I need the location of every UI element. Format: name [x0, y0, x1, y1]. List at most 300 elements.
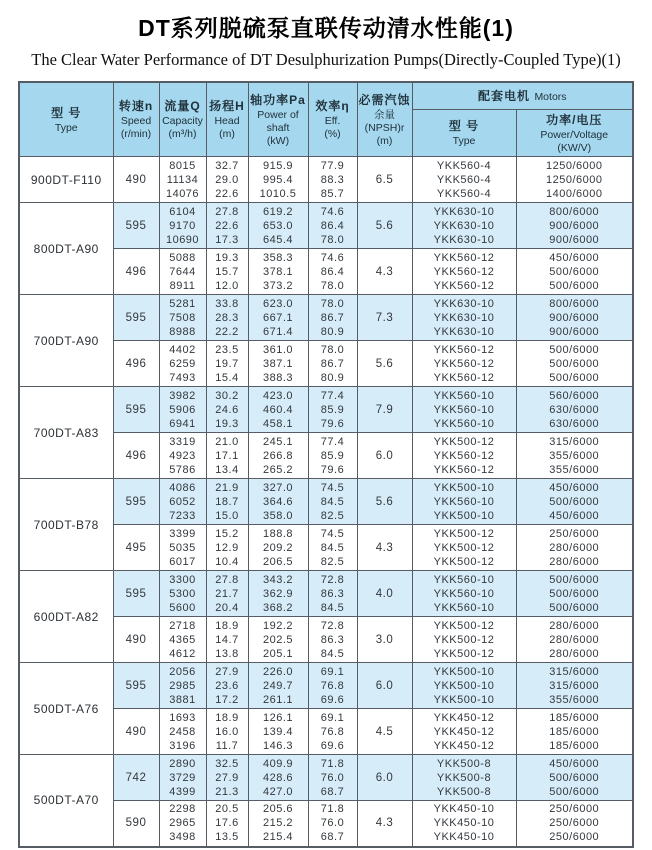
cell-value: 6052 — [169, 495, 196, 508]
cell-value: 6259 — [169, 357, 196, 370]
npsh-cell — [357, 203, 412, 249]
cell-value: 202.5 — [262, 633, 294, 646]
head-cell — [206, 479, 248, 525]
cell-value: 5.6 — [375, 357, 394, 370]
cell-value: 1250/6000 — [546, 173, 603, 186]
cell-value: 21.9 — [215, 481, 239, 494]
efficiency-cell — [308, 157, 357, 203]
cell-value: YKK450-10 — [433, 803, 495, 816]
header-line: 转速n — [118, 99, 154, 113]
cell-value: 3498 — [169, 831, 196, 844]
cell-value: 78.0 — [320, 279, 345, 292]
cell-value: 490 — [125, 725, 147, 738]
table-row — [19, 203, 633, 249]
cell-value: 490 — [125, 173, 147, 186]
cell-value: 6.5 — [375, 173, 394, 186]
cell-value: 4923 — [169, 449, 196, 462]
cell-value: 387.1 — [262, 357, 294, 370]
cell-value: 496 — [125, 265, 147, 278]
cell-value: YKK560-10 — [433, 587, 495, 600]
cell-value: 16.0 — [215, 725, 239, 738]
cell-value: YKK500-12 — [433, 541, 495, 554]
cell-value: 30.2 — [215, 389, 239, 402]
cell-value: YKK560-10 — [433, 495, 495, 508]
capacity-cell — [159, 525, 206, 571]
efficiency-cell — [308, 203, 357, 249]
header-motors-label-en: Motors — [534, 91, 567, 103]
pump-type-cell: 700DT-A83 — [19, 387, 113, 479]
cell-value: 3729 — [169, 771, 196, 784]
cell-value: 22.6 — [215, 219, 239, 232]
speed-cell — [113, 801, 159, 847]
cell-value: 500/6000 — [549, 573, 600, 586]
speed-cell — [113, 295, 159, 341]
efficiency-cell — [308, 617, 357, 663]
cell-value: 261.1 — [262, 693, 294, 706]
head-cell — [206, 203, 248, 249]
table-row — [19, 663, 633, 709]
pump-type-cell: 700DT-B78 — [19, 479, 113, 571]
motor-type-cell — [412, 249, 516, 295]
header-line: (m) — [376, 134, 393, 147]
shaft-power-cell — [248, 755, 308, 801]
cell-value: 8911 — [169, 279, 196, 292]
motor-power-cell — [516, 525, 633, 571]
cell-value: 22.6 — [215, 187, 239, 200]
speed-cell — [113, 387, 159, 433]
cell-value: 500/6000 — [549, 357, 600, 370]
speed-cell — [113, 433, 159, 479]
cell-value: 3196 — [169, 739, 196, 752]
cell-value: 590 — [125, 817, 147, 830]
cell-value: 4399 — [169, 785, 196, 798]
capacity-cell — [159, 663, 206, 709]
cell-value: 13.5 — [215, 831, 239, 844]
cell-value: 4.3 — [375, 817, 394, 830]
cell-value: 2298 — [169, 803, 196, 816]
header-speed — [113, 82, 159, 157]
cell-value: 215.4 — [262, 831, 294, 844]
header-line: (m) — [219, 128, 235, 140]
cell-value: 18.9 — [215, 619, 239, 632]
performance-table — [18, 81, 634, 848]
cell-value: 72.8 — [320, 619, 345, 632]
cell-value: YKK450-10 — [433, 831, 495, 844]
cell-value: 185/6000 — [549, 739, 600, 752]
head-cell — [206, 249, 248, 295]
cell-value: 71.8 — [320, 803, 345, 816]
efficiency-cell — [308, 387, 357, 433]
cell-value: 7.3 — [375, 311, 394, 324]
shaft-power-cell — [248, 709, 308, 755]
cell-value: 7493 — [169, 371, 196, 384]
header-pump-type — [19, 82, 113, 157]
cell-value: 188.8 — [262, 527, 294, 540]
cell-value: 900/6000 — [549, 233, 600, 246]
cell-value: 355/6000 — [549, 449, 600, 462]
cell-value: 2965 — [169, 817, 196, 830]
cell-value: 900/6000 — [549, 311, 600, 324]
cell-value: 86.7 — [320, 311, 345, 324]
cell-value: 10690 — [165, 233, 200, 246]
cell-value: 86.4 — [320, 219, 345, 232]
capacity-cell — [159, 755, 206, 801]
cell-value: 9170 — [169, 219, 196, 232]
cell-value: 280/6000 — [549, 647, 600, 660]
cell-value: 343.2 — [262, 573, 294, 586]
cell-value: 23.6 — [215, 679, 239, 692]
cell-value: 29.0 — [215, 173, 239, 186]
motor-power-cell — [516, 479, 633, 525]
cell-value: 74.5 — [320, 481, 345, 494]
cell-value: 215.2 — [262, 817, 294, 830]
shaft-power-cell — [248, 249, 308, 295]
cell-value: 206.5 — [262, 555, 294, 568]
cell-value: 17.2 — [215, 693, 239, 706]
cell-value: 77.9 — [320, 159, 345, 172]
shaft-power-cell — [248, 295, 308, 341]
header-motor-power-voltage — [516, 110, 633, 157]
cell-value: 249.7 — [262, 679, 294, 692]
speed-cell — [113, 663, 159, 709]
cell-value: YKK560-12 — [433, 265, 495, 278]
cell-value: 490 — [125, 633, 147, 646]
header-line: (%) — [324, 128, 341, 140]
cell-value: 280/6000 — [549, 619, 600, 632]
cell-value: 13.8 — [215, 647, 239, 660]
cell-value: 280/6000 — [549, 541, 600, 554]
cell-value: 69.1 — [320, 711, 345, 724]
header-line: 必需汽蚀 — [358, 92, 411, 107]
cell-value: 595 — [125, 495, 147, 508]
motor-type-cell — [412, 387, 516, 433]
cell-value: 358.3 — [262, 251, 294, 264]
cell-value: YKK450-12 — [433, 711, 495, 724]
cell-value: YKK560-12 — [433, 251, 495, 264]
cell-value: 460.4 — [262, 403, 294, 416]
cell-value: 8988 — [169, 325, 196, 338]
capacity-cell — [159, 203, 206, 249]
cell-value: 14076 — [165, 187, 200, 200]
motor-type-cell — [412, 479, 516, 525]
shaft-power-cell — [248, 571, 308, 617]
cell-value: 3399 — [169, 527, 196, 540]
cell-value: 355/6000 — [549, 693, 600, 706]
cell-value: 1400/6000 — [546, 187, 603, 200]
cell-value: 595 — [125, 679, 147, 692]
cell-value: 21.7 — [215, 587, 239, 600]
cell-value: 32.5 — [215, 757, 239, 770]
cell-value: 21.3 — [215, 785, 239, 798]
cell-value: 72.8 — [320, 573, 345, 586]
cell-value: 27.9 — [215, 665, 239, 678]
cell-value: 595 — [125, 219, 147, 232]
pump-type-cell: 500DT-A76 — [19, 663, 113, 755]
header-motor-type — [412, 110, 516, 157]
cell-value: 4402 — [169, 343, 196, 356]
cell-value: 560/6000 — [549, 389, 600, 402]
cell-value: 3.0 — [375, 633, 394, 646]
cell-value: 667.1 — [262, 311, 294, 324]
cell-value: 378.1 — [262, 265, 294, 278]
cell-value: 4.0 — [375, 587, 394, 600]
table-row — [19, 479, 633, 525]
cell-value: YKK560-4 — [436, 173, 492, 186]
header-npsh — [357, 82, 412, 157]
table-row — [19, 157, 633, 203]
cell-value: 250/6000 — [549, 527, 600, 540]
cell-value: 76.8 — [320, 725, 345, 738]
motor-type-cell — [412, 801, 516, 847]
cell-value: 86.7 — [320, 357, 345, 370]
motor-power-cell — [516, 571, 633, 617]
header-line: (kW) — [266, 134, 290, 147]
cell-value: 250/6000 — [549, 831, 600, 844]
cell-value: 27.9 — [215, 771, 239, 784]
cell-value: 7.9 — [375, 403, 394, 416]
cell-value: 86.3 — [320, 587, 345, 600]
cell-value: 645.4 — [262, 233, 294, 246]
header-line: 余量 — [374, 108, 395, 121]
cell-value: YKK560-12 — [433, 343, 495, 356]
head-cell — [206, 295, 248, 341]
motor-power-cell — [516, 341, 633, 387]
cell-value: 205.6 — [262, 803, 294, 816]
cell-value: 22.2 — [215, 325, 239, 338]
cell-value: 4.3 — [375, 265, 394, 278]
efficiency-cell — [308, 709, 357, 755]
page-title: DT系列脱硫泵直联传动清水性能(1) — [138, 15, 514, 41]
cell-value: YKK500-12 — [433, 619, 495, 632]
cell-value: 74.6 — [320, 251, 345, 264]
npsh-cell — [357, 709, 412, 755]
cell-value: YKK560-12 — [433, 463, 495, 476]
efficiency-cell — [308, 479, 357, 525]
table-body — [19, 157, 633, 847]
head-cell — [206, 755, 248, 801]
table-header — [19, 82, 633, 157]
cell-value: YKK450-12 — [433, 739, 495, 752]
cell-value: 192.2 — [262, 619, 294, 632]
motor-power-cell — [516, 157, 633, 203]
cell-value: 17.1 — [215, 449, 239, 462]
head-cell — [206, 571, 248, 617]
cell-value: 82.5 — [320, 509, 345, 522]
shaft-power-cell — [248, 203, 308, 249]
efficiency-cell — [308, 755, 357, 801]
header-capacity — [159, 82, 206, 157]
npsh-cell — [357, 295, 412, 341]
cell-value: YKK560-12 — [433, 371, 495, 384]
cell-value: YKK560-12 — [433, 279, 495, 292]
header-line: Type — [452, 135, 476, 147]
cell-value: 373.2 — [262, 279, 294, 292]
header-line: Eff. — [324, 115, 341, 127]
cell-value: 500/6000 — [549, 371, 600, 384]
cell-value: 5281 — [169, 297, 196, 310]
head-cell — [206, 341, 248, 387]
speed-cell — [113, 249, 159, 295]
motor-type-cell — [412, 341, 516, 387]
npsh-cell — [357, 387, 412, 433]
speed-cell — [113, 341, 159, 387]
cell-value: 280/6000 — [549, 555, 600, 568]
cell-value: YKK630-10 — [433, 219, 495, 232]
cell-value: 13.4 — [215, 463, 239, 476]
cell-value: 84.5 — [320, 541, 345, 554]
header-line: (m³/h) — [168, 128, 197, 140]
efficiency-cell — [308, 525, 357, 571]
cell-value: 1693 — [169, 711, 196, 724]
cell-value: 5906 — [169, 403, 196, 416]
cell-value: 82.5 — [320, 555, 345, 568]
speed-cell — [113, 571, 159, 617]
header-motors-group — [412, 82, 633, 110]
motor-type-cell — [412, 203, 516, 249]
pump-type-cell: 600DT-A82 — [19, 571, 113, 663]
cell-value: 185/6000 — [549, 711, 600, 724]
cell-value: 68.7 — [320, 831, 345, 844]
cell-value: 78.0 — [320, 233, 345, 246]
cell-value: 77.4 — [320, 389, 345, 402]
table-row — [19, 295, 633, 341]
header-line: 轴功率Pa — [250, 92, 306, 107]
motor-power-cell — [516, 387, 633, 433]
cell-value: 915.9 — [262, 159, 294, 172]
capacity-cell — [159, 341, 206, 387]
cell-value: 496 — [125, 449, 147, 462]
cell-value: 76.0 — [320, 817, 345, 830]
npsh-cell — [357, 571, 412, 617]
motor-type-cell — [412, 295, 516, 341]
npsh-cell — [357, 157, 412, 203]
cell-value: 500/6000 — [549, 601, 600, 614]
motor-type-cell — [412, 571, 516, 617]
efficiency-cell — [308, 433, 357, 479]
motor-power-cell — [516, 203, 633, 249]
efficiency-cell — [308, 295, 357, 341]
cell-value: 3300 — [169, 573, 196, 586]
table-row — [19, 755, 633, 801]
cell-value: 21.0 — [215, 435, 239, 448]
shaft-power-cell — [248, 479, 308, 525]
shaft-power-cell — [248, 801, 308, 847]
header-line: 效率η — [315, 99, 350, 113]
speed-cell — [113, 755, 159, 801]
shaft-power-cell — [248, 525, 308, 571]
npsh-cell — [357, 433, 412, 479]
header-line: Power of — [257, 108, 299, 121]
cell-value: YKK500-12 — [433, 647, 495, 660]
speed-cell — [113, 479, 159, 525]
cell-value: 800/6000 — [549, 205, 600, 218]
cell-value: 7233 — [169, 509, 196, 522]
cell-value: 185/6000 — [549, 725, 600, 738]
header-line: Capacity — [162, 115, 203, 127]
npsh-cell — [357, 249, 412, 295]
cell-value: 6.0 — [375, 449, 394, 462]
cell-value: 4.3 — [375, 541, 394, 554]
cell-value: YKK500-12 — [433, 527, 495, 540]
capacity-cell — [159, 801, 206, 847]
cell-value: 15.4 — [215, 371, 239, 384]
head-cell — [206, 801, 248, 847]
cell-value: 146.3 — [262, 739, 294, 752]
npsh-cell — [357, 341, 412, 387]
cell-value: 80.9 — [320, 325, 345, 338]
cell-value: 327.0 — [262, 481, 294, 494]
cell-value: 12.9 — [215, 541, 239, 554]
cell-value: 11.7 — [215, 739, 239, 752]
pump-type-cell: 900DT-F110 — [19, 157, 113, 203]
cell-value: YKK500-10 — [433, 481, 495, 494]
cell-value: 364.6 — [262, 495, 294, 508]
cell-value: 6017 — [169, 555, 196, 568]
shaft-power-cell — [248, 433, 308, 479]
cell-value: 500/6000 — [549, 265, 600, 278]
cell-value: 5035 — [169, 541, 196, 554]
capacity-cell — [159, 387, 206, 433]
efficiency-cell — [308, 801, 357, 847]
cell-value: 76.0 — [320, 771, 345, 784]
cell-value: 458.1 — [262, 417, 294, 430]
header-head — [206, 82, 248, 157]
cell-value: YKK560-10 — [433, 573, 495, 586]
capacity-cell — [159, 249, 206, 295]
cell-value: 76.8 — [320, 679, 345, 692]
cell-value: 368.2 — [262, 601, 294, 614]
pump-type-cell: 700DT-A90 — [19, 295, 113, 387]
cell-value: 74.6 — [320, 205, 345, 218]
cell-value: 7644 — [169, 265, 196, 278]
cell-value: 19.3 — [215, 417, 239, 430]
cell-value: 595 — [125, 587, 147, 600]
cell-value: 4612 — [169, 647, 196, 660]
cell-value: 500/6000 — [549, 771, 600, 784]
cell-value: 900/6000 — [549, 325, 600, 338]
cell-value: YKK500-12 — [433, 435, 495, 448]
motor-type-cell — [412, 663, 516, 709]
motor-type-cell — [412, 755, 516, 801]
cell-value: 496 — [125, 357, 147, 370]
cell-value: YKK500-12 — [433, 555, 495, 568]
cell-value: 2056 — [169, 665, 196, 678]
cell-value: 5088 — [169, 251, 196, 264]
cell-value: 266.8 — [262, 449, 294, 462]
header-line: (NPSH)r — [364, 121, 405, 134]
cell-value: 6104 — [169, 205, 196, 218]
motor-power-cell — [516, 709, 633, 755]
cell-value: 84.5 — [320, 601, 345, 614]
cell-value: 24.6 — [215, 403, 239, 416]
cell-value: YKK500-8 — [436, 757, 492, 770]
npsh-cell — [357, 617, 412, 663]
cell-value: 800/6000 — [549, 297, 600, 310]
header-line: (r/min) — [120, 128, 152, 140]
cell-value: 79.6 — [320, 417, 345, 430]
cell-value: 80.9 — [320, 371, 345, 384]
cell-value: 500/6000 — [549, 785, 600, 798]
cell-value: 3982 — [169, 389, 196, 402]
cell-value: 68.7 — [320, 785, 345, 798]
cell-value: 427.0 — [262, 785, 294, 798]
cell-value: 84.5 — [320, 647, 345, 660]
header-line: Power/Voltage — [540, 128, 609, 141]
cell-value: 315/6000 — [549, 679, 600, 692]
head-cell — [206, 617, 248, 663]
cell-value: 6941 — [169, 417, 196, 430]
cell-value: 17.6 — [215, 817, 239, 830]
